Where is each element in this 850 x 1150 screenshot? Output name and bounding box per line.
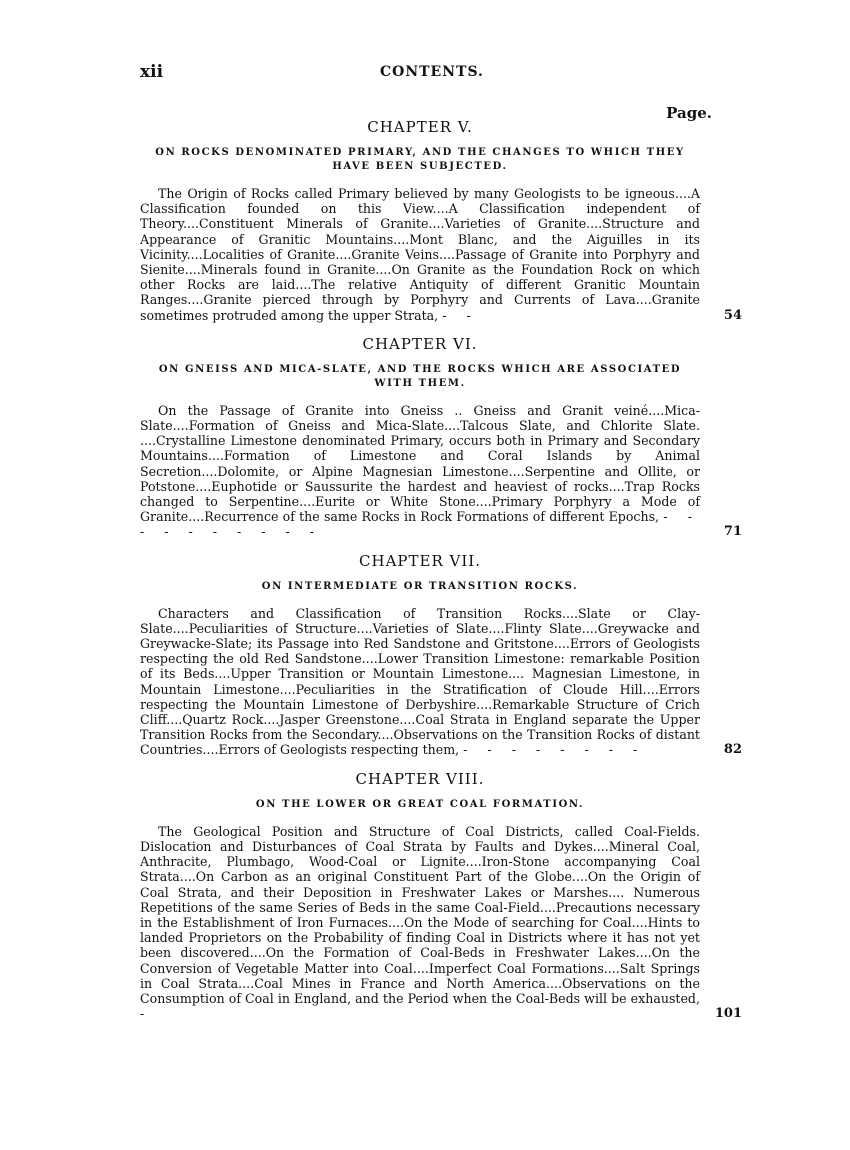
dot-leader: - - [442, 307, 479, 323]
chapter-page-number: 82 [723, 742, 742, 758]
chapter-summary [140, 402, 742, 540]
chapter-page-number: 101 [714, 1006, 742, 1022]
chapter-page-number: 54 [723, 307, 742, 323]
chapter-summary [140, 186, 742, 323]
chapter-page-number: 71 [723, 524, 742, 540]
chapter-subtitle: ON GNEISS AND MICA-SLATE, AND THE ROCKS WHICH ARE ASSOCIATED WITH THEM. [158, 363, 682, 389]
chapter-subtitle: ON THE LOWER OR GREAT COAL FORMATION. [255, 798, 585, 810]
chapter-subtitle: ON ROCKS DENOMINATED PRIMARY, AND THE CHANGES TO WHICH THEY HAVE BEEN SUBJECTED. [155, 147, 685, 172]
chapter-title: CHAPTER VI. [362, 334, 478, 353]
chapter-entry [140, 118, 742, 323]
dot-leader: - [140, 1006, 153, 1022]
chapter-title: CHAPTER VIII. [355, 769, 485, 788]
chapter-summary-text: The Geological Position and Structure of Coal Districts, called Coal-Fields. Dislocation and Disturbances of Coal Strata by Faults and Dykes....Mineral Coal, Anthracite, Plumbago, Wood-Coal or Lignite....Iron-Stone accompanying Coal Strata....On Carbon as an original Constituent Part of the Globe....On the Origin of Coal Strata, and their Deposition in Freshwater Lakes or Marshes.... Numerous Repetitions of the same Series of Beds in the same Coal-Field....Precautions necessary in the Establishment of Iron Furnaces....On the Mode of searching for Coal....Hints to landed Proprietors on the Probability of finding Coal in Districts where it has not yet been discovered....On the Formation of Coal-Beds in Freshwater Lakes....On the Conversion of Vegetable Matter into Coal....Imperfect Coal Formations....Salt Springs in Coal Strata....Coal Mines in France and North America....Observations on the Consumption of Coal in England, and the Period when the Coal-Beds will be exhausted, [140, 823, 700, 1006]
chapter-title: CHAPTER VII. [359, 551, 481, 570]
chapter-summary [140, 823, 742, 1022]
chapter-summary-text: Characters and Classification of Transition Rocks....Slate or Clay-Slate....Peculiarities of Structure....Varieties of Slate....Flinty Slate....Greywacke and Greywacke-Slate; its Passage into Red Sandstone and Gritstone....Errors of Geologists respecting the old Red Sandstone....Lower Transition Limestone: remarkable Position of its Beds....Upper Transition or Mountain Limestone.... Magnesian Limestone, in Mountain Limestone....Peculiarities in the Stratification of Cloude Hill....Errors respecting the Mountain Limestone of Derbyshire....Remarkable Structure of Crich Cliff....Quartz Rock....Jasper Greenstone....Coal Strata in England separate the Upper Transition Rocks from the Secondary....Observations on the Transition Rocks of distant Countries....Errors of Geologists respecting them, [140, 605, 700, 758]
chapter-entry [140, 551, 742, 758]
chapter-subtitle: ON INTERMEDIATE OR TRANSITION ROCKS. [261, 580, 579, 592]
page-column-label: Page. [666, 104, 712, 122]
page-number: xii [140, 62, 164, 82]
chapter-summary-text: On the Passage of Granite into Gneiss .. Gneiss and Granit veiné....Mica-Slate....Formation of Gneiss and Mica-Slate....Talcous Slate, and Chlorite Slate. ....Crystalline Limestone denominated Primary, occurs both in Primary and Secondary Mountains....Formation of Limestone and Coral Islands by Animal Secretion....Dolomite, or Alpine Magnesian Limestone....Serpentine and Ollite, or Potstone....Euphotide or Saussurite the hardest and heaviest of rocks....Trap Rocks changed to Serpentine....Eurite or White Stone....Primary Porphyry a Mode of Granite....Recurrence of the same Rocks in Rock Formations of different Epochs, [140, 402, 700, 525]
chapter-list [140, 118, 742, 1033]
chapter-entry [140, 334, 742, 540]
page-header [140, 0, 712, 122]
chapter-title: CHAPTER V. [367, 118, 473, 136]
chapter-summary [140, 605, 742, 758]
contents-page [140, 0, 742, 1022]
running-title: CONTENTS. [380, 64, 484, 80]
dot-leader: - - - - - - - - - - [140, 509, 700, 540]
dot-leader: - - - - - - - - [463, 742, 646, 758]
chapter-entry [140, 769, 742, 1022]
chapter-summary-text: The Origin of Rocks called Primary believed by many Geologists to be igneous....A Classification founded on this View....A Classification independent of Theory....Constituent Minerals of Granite....Varieties of Granite....Structure and Appearance of Granitic Mountains....Mont Blanc, and the Aiguilles in its Vicinity....Localities of Granite....Granite Veins....Passage of Granite into Porphyry and Sienite....Minerals found in Granite....On Granite as the Foundation Rock on which other Rocks are laid....The relative Antiquity of different Granitic Mountain Ranges....Granite pierced through by Porphyry and Currents of Lava....Granite sometimes protruded among the upper Strata, [140, 186, 700, 323]
